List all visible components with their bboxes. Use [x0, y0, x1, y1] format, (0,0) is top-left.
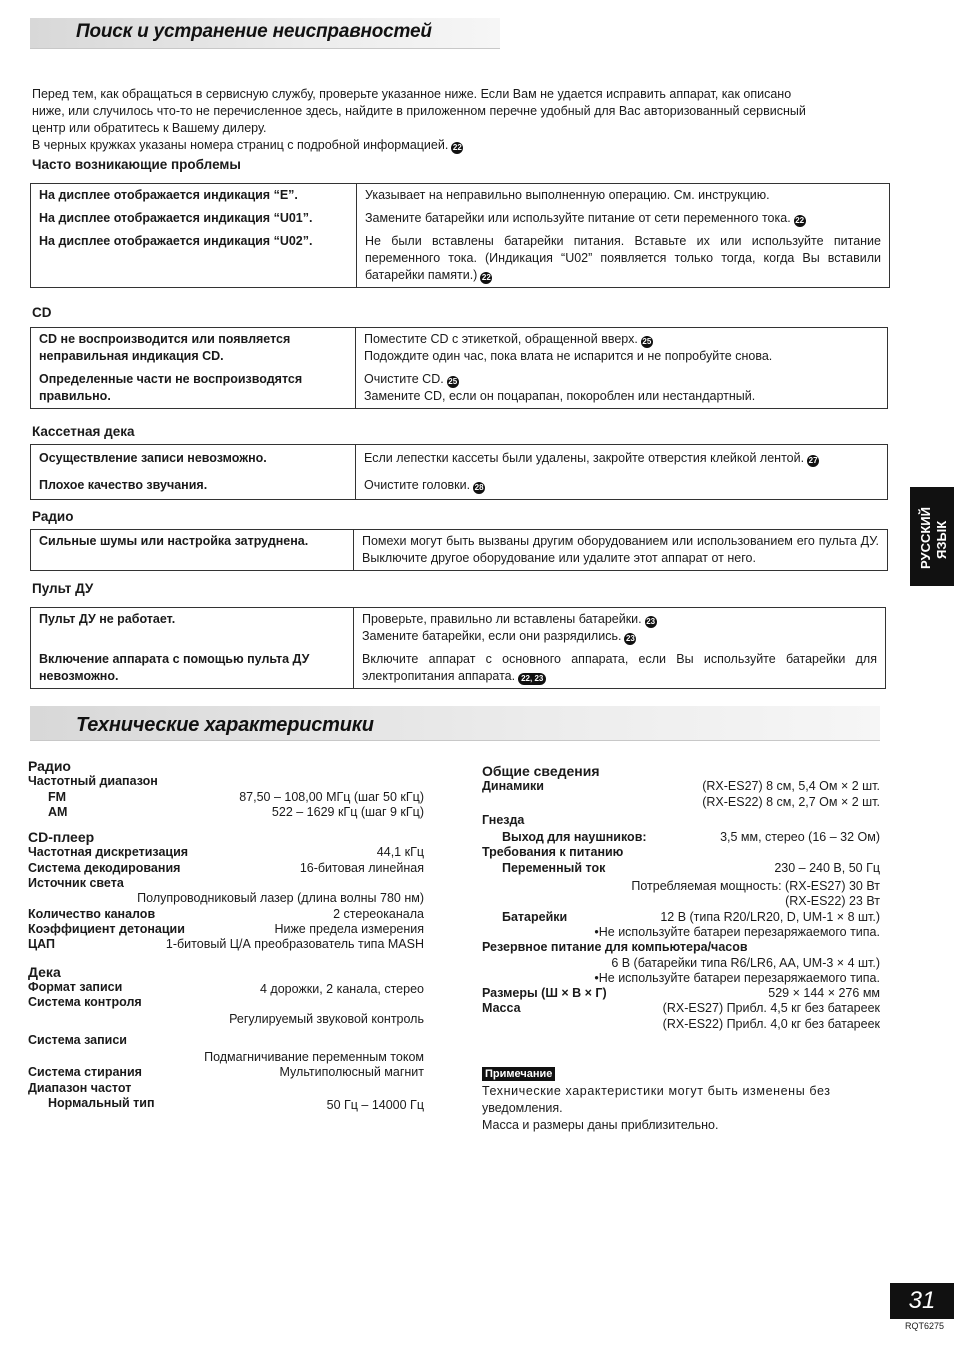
section-heading-remote: Пульт ДУ	[32, 581, 94, 596]
intro-text: Перед тем, как обращаться в сервисную службу, проверьте указанное ниже. Если Вам не удается исправить аппарат, как описано ниже, или случилось что-то не перечисленное здесь, найдите в приложенном перечне удобный для Вас авторизованный сервисный центр или обратитесь к Вашему дилеру. В черных кружках указаны номера страниц с подробной информацией. 22	[32, 87, 806, 152]
page-ref-icon: 22	[481, 273, 491, 282]
table-row: Сильные шумы или настройка затруднена. Помехи могут быть вызваны другим оборудованием или использованием его пульта ДУ. Выключите другое оборудование или удалите этот аппарат от него.	[31, 530, 888, 571]
table-row: На дисплее отображается индикация “E”. Указывает на неправильно выполненную операцию. См. инструкцию.	[31, 184, 890, 208]
common-problems-table	[30, 183, 890, 288]
section-heading-cd: CD	[32, 305, 52, 320]
page-ref-icon: 25	[448, 377, 458, 386]
remote-problems-table	[30, 607, 886, 689]
table-row: Пульт ДУ не работает. Проверьте, правильно ли вставлены батарейки. 23 Замените батарейки, если они разрядились. 23	[31, 608, 886, 649]
page-ref-icon: 25	[642, 337, 652, 346]
specs-left-column: Радио Частотный диапазон FM 87,50 – 108,00 МГц (шаг 50 кГц) AM 522 – 1629 кГц (шаг 9 кГц) CD-плеер Частотная дискретизация 44,1 кГц Система декодирования 16-битовая линейная Источник света Полупроводниковый лазер (длина волны 780 нм) Количество каналов 2 стереоканала Коэффициент детонации Ниже предела измерения ЦАП 1-битовый Ц/А преобразователь типа MASH Дека Формат записи 4 дорожки, 2 канала, стерео Система контроля Регулируемый звуковой контроль Система записи Подмагничивание переменным током Система стирания Мультиполюсный магнит Диапазон частот Нормальный тип 50 Гц – 14000 Гц	[28, 758, 424, 1112]
cd-problems-table	[30, 327, 888, 409]
page-ref-icon: 23	[646, 617, 656, 626]
cassette-problems-table	[30, 444, 888, 500]
note-badge: Примечание	[482, 1067, 555, 1081]
page-ref-icon: 22, 23	[518, 673, 546, 685]
table-row: Осуществление записи невозможно. Если лепестки кассеты были удалены, закройте отверстия клейкой лентой. 27	[31, 445, 888, 473]
table-row: Включение аппарата с помощью пульта ДУ невозможно. Включите аппарат с основного аппарата, если Вы используйте батарейки для электропитания аппарата. 22, 23	[31, 648, 886, 689]
radio-spec-heading: Радио	[28, 758, 71, 774]
troubleshooting-banner	[30, 18, 500, 49]
page-number: 31	[890, 1283, 954, 1319]
specs-title: Технические характеристики	[76, 714, 374, 736]
troubleshooting-title: Поиск и устранение неисправностей	[76, 21, 432, 42]
page-ref-icon: 28	[474, 483, 484, 492]
table-row: Плохое качество звучания. Очистите головки. 28	[31, 472, 888, 500]
table-row: Определенные части не воспроизводятся правильно. Очистите CD. 25 Замените CD, если он поцарапан, покороблен или нестандартный.	[31, 368, 888, 409]
cd-spec-heading: CD-плеер	[28, 829, 95, 846]
page-ref-icon: 22	[795, 216, 805, 225]
page-ref-icon: 27	[808, 456, 818, 465]
specs-banner	[30, 706, 880, 741]
page-ref-icon: 22	[452, 143, 462, 152]
language-side-tab: РУССКИЙ ЯЗЫК	[910, 487, 954, 586]
table-row: На дисплее отображается индикация “U01”. Замените батарейки или используйте питание от сети переменного тока. 22	[31, 207, 890, 230]
radio-problems-table	[30, 529, 888, 571]
note-text: Технические характеристики могут быть изменены без уведомления. Масса и размеры даны приблизительно.	[482, 1084, 831, 1132]
table-row: CD не воспроизводится или появляется неправильная индикация CD. Поместите CD с этикеткой, обращенной вверх. 25 Подождите один час, пока влата не испарится и не попробуйте снова.	[31, 328, 888, 369]
section-heading-cassette: Кассетная дека	[32, 424, 135, 439]
general-spec-heading: Общие сведения	[482, 763, 600, 779]
page-ref-icon: 23	[625, 634, 635, 643]
document-code: RQT6275	[905, 1321, 945, 1331]
section-heading-common: Часто возникающие проблемы	[32, 157, 241, 172]
deck-spec-heading: Дека	[28, 963, 61, 980]
section-heading-radio: Радио	[32, 509, 74, 524]
table-row: На дисплее отображается индикация “U02”. Не были вставлены батарейки питания. Вставьте их или используйте питание переменного тока. (Индикация “U02” появляется только тогда, когда Вы вставили батарейки памяти.) 22	[31, 230, 890, 288]
specs-right-column: Общие сведения Динамики (RX-ES27) 8 см, 5,4 Ом × 2 шт. (RX-ES22) 8 см, 2,7 Ом × 2 шт. Гнезда Выход для наушников: 3,5 мм, стерео (16 – 32 Ом) Требования к питанию Переменный ток 230 – 240 В, 50 Гц Потребляемая мощность: (RX-ES27) 30 Вт (RX-ES22) 23 Вт Батарейки 12 В (типа R20/LR20, D, UM-1 × 8 шт.) •Не используйте батареи перезаряжаемого типа. Резервное питание для компьютера/часов 6 В (батарейки типа R6/LR6, AA, UM-3 × 4 шт.) •Не используйте батареи перезаряжаемого типа. Размеры (Ш × В × Г) 529 × 144 × 276 мм Масса (RX-ES27) Прибл. 4,5 кг без батареек (RX-ES22) Прибл. 4,0 кг без батареек	[482, 763, 880, 1031]
